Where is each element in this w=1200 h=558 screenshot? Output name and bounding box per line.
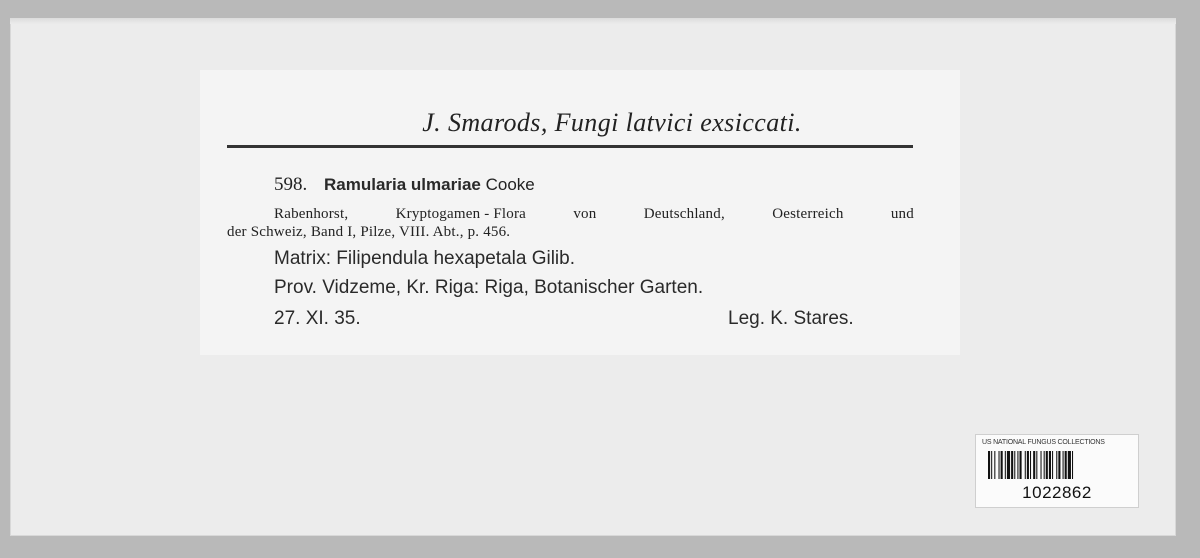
barcode-bar (1017, 451, 1018, 479)
species-author: Cooke (485, 175, 535, 194)
barcode-bar (1014, 451, 1015, 479)
reference-word: Oesterreich (772, 206, 844, 222)
barcode-bar (1063, 451, 1064, 479)
reference-line-1 (274, 206, 914, 223)
reference-word: von (573, 206, 597, 222)
locality-line: Prov. Vidzeme, Kr. Riga: Riga, Botanischer Garten. (274, 277, 704, 298)
barcode-bar (988, 451, 990, 479)
label-title: J. Smarods, Fungi latvici exsiccati. (422, 108, 802, 137)
matrix-line: Matrix: Filipendula hexapetala Gilib. (274, 248, 575, 269)
barcode-bar (1036, 451, 1037, 479)
barcode-bar (1020, 451, 1022, 479)
barcode-bar (1049, 451, 1051, 479)
barcode-bar (991, 451, 992, 479)
barcode-bar (1033, 451, 1035, 479)
title-rule (227, 145, 913, 148)
reference-line-2: der Schweiz, Band I, Pilze, VIII. Abt., p. 456. (227, 224, 511, 240)
barcode-bar (1046, 451, 1048, 479)
barcode-bar (1001, 451, 1003, 479)
barcode-bar (999, 451, 1000, 479)
barcode-bar (1068, 451, 1071, 479)
barcode-bar (1056, 451, 1057, 479)
species-line (274, 174, 535, 196)
barcode-bar (1025, 451, 1026, 479)
barcode-bar (1005, 451, 1006, 479)
barcode-bar (1030, 451, 1031, 479)
collector: Leg. K. Stares. (728, 308, 854, 329)
exsiccata-number: 598. (274, 174, 308, 195)
barcode-number: 1022862 (1022, 483, 1092, 502)
barcode-bar (1052, 451, 1053, 479)
barcode-bar (1011, 451, 1013, 479)
reference-word: Rabenhorst, (274, 206, 349, 222)
barcode-bar (1041, 451, 1042, 479)
barcode-bar (1044, 451, 1045, 479)
barcode-bar (994, 451, 995, 479)
species-name: Ramularia ulmariae (324, 175, 481, 194)
barcode-header: US NATIONAL FUNGUS COLLECTIONS (982, 439, 1105, 446)
barcode-bars (988, 451, 1124, 479)
sheet-edge (10, 18, 1176, 24)
collection-date: 27. XI. 35. (274, 308, 361, 329)
barcode-bar (1065, 451, 1067, 479)
reference-word: Kryptogamen - Flora (395, 206, 527, 222)
barcode-bar (1027, 451, 1029, 479)
barcode-label (975, 434, 1139, 508)
reference-word: und (890, 206, 914, 222)
specimen-label (200, 70, 960, 355)
barcode-bar (1072, 451, 1073, 479)
barcode-bar (1007, 451, 1010, 479)
barcode-bar (1058, 451, 1060, 479)
reference-word: Deutschland, (643, 206, 725, 222)
